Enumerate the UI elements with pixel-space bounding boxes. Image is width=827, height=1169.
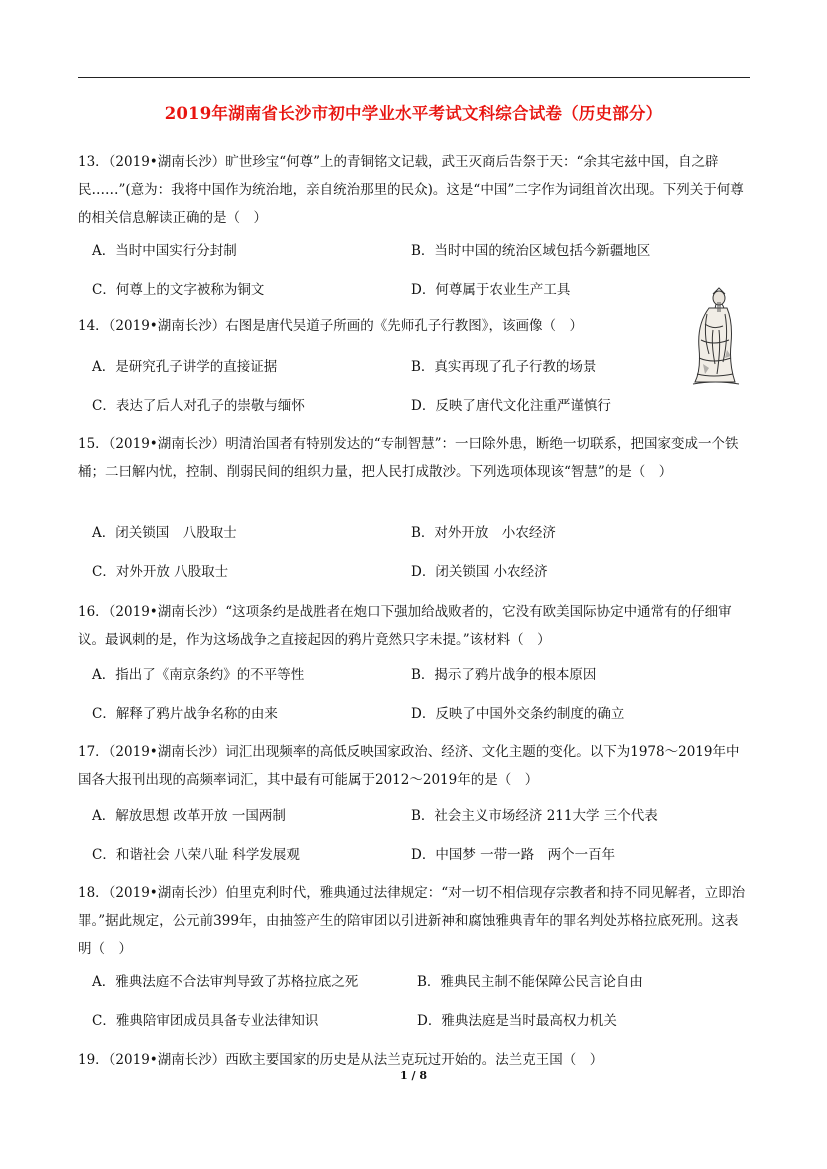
question-17-option-b: B．社会主义市场经济 211大学 三个代表 (411, 808, 658, 824)
question-13-option-b: B．当时中国的统治区域包括今新疆地区 (411, 243, 651, 259)
question-13-option-c: C．何尊上的文字被称为铜文 (92, 282, 265, 298)
question-14-option-b: B．真实再现了孔子行教的场景 (411, 359, 597, 375)
question-15-option-b: B．对外开放 小农经济 (411, 525, 556, 541)
question-15-stem: 15．（2019•湖南长沙）明清治国者有特别发达的“专制智慧”：一曰除外患，断绝一切联系，把国家变成一个铁桶；二曰解内忧，控制、削弱民间的组织力量，把人民打成散沙。下列选项体现该“智慧”的是（ ） (78, 436, 739, 480)
question-16-option-d: D．反映了中国外交条约制度的确立 (411, 706, 625, 722)
page-title: 2019年湖南省长沙市初中学业水平考试文科综合试卷（历史部分） (164, 104, 663, 123)
question-16-option-b: B．揭示了鸦片战争的根本原因 (411, 667, 597, 683)
header-rule (78, 77, 750, 78)
question-17-option-a: A．解放思想 改革开放 一国两制 (92, 808, 286, 824)
question-13-stem: 13．（2019•湖南长沙）旷世珍宝“何尊”上的青铜铭文记载，武王灭商后告祭于天：“余其宅兹中国，自之辟民……”(意为：我将中国作为统治地，亲自统治那里的民众)。这是“中国”二字作为词组首次出现。下列关于何尊的相关信息解读正确的是（ ） (78, 154, 744, 226)
confucius-portrait-image (683, 284, 747, 388)
question-16-option-a: A．指出了《南京条约》的不平等性 (92, 667, 305, 683)
question-16-stem: 16．（2019•湖南长沙）“这项条约是战胜者在炮口下强加给战败者的，它没有欧美国际协定中通常有的仔细审议。最讽刺的是，作为这场战争之直接起因的鸦片竟然只字未提。”该材料（ ） (78, 604, 732, 648)
question-17-stem: 17．（2019•湖南长沙）词汇出现频率的高低反映国家政治、经济、文化主题的变化。以下为1978～2019年中国各大报刊出现的高频率词汇，其中最有可能属于2012～2019年的是（ ） (78, 744, 740, 788)
question-18-option-d: D．雅典法庭是当时最高权力机关 (417, 1013, 617, 1029)
question-17-option-c: C．和谐社会 八荣八耻 科学发展观 (92, 847, 300, 863)
question-18-option-b: B．雅典民主制不能保障公民言论自由 (417, 974, 643, 990)
question-13-option-a: A．当时中国实行分封制 (92, 243, 237, 259)
question-17-option-d: D．中国梦 一带一路 两个一百年 (411, 847, 616, 863)
question-13-option-d: D．何尊属于农业生产工具 (411, 282, 571, 298)
question-14-option-a: A．是研究孔子讲学的直接证据 (92, 359, 278, 375)
question-15-option-c: C．对外开放 八股取士 (92, 564, 229, 580)
question-14-option-c: C．表达了后人对孔子的崇敬与缅怀 (92, 398, 305, 414)
question-18-stem: 18．（2019•湖南长沙）伯里克利时代，雅典通过法律规定：“对一切不相信现存宗教者和持不同见解者，立即治罪。”据此规定，公元前399年，由抽签产生的陪审团以引进新神和腐蚀雅典青年的罪名判处苏格拉底死刑。这表明（ ） (78, 885, 746, 957)
page-number: 1 / 8 (400, 1069, 427, 1082)
question-14-option-d: D．反映了唐代文化注重严谨慎行 (411, 398, 611, 414)
question-16-option-c: C．解释了鸦片战争名称的由来 (92, 706, 278, 722)
question-15-option-a: A．闭关锁国 八股取士 (92, 525, 237, 541)
question-18-option-a: A．雅典法庭不合法审判导致了苏格拉底之死 (92, 974, 359, 990)
question-14-stem: 14．（2019•湖南长沙）右图是唐代吴道子所画的《先师孔子行教图》，该画像（ ） (78, 318, 583, 334)
question-19-stem: 19．（2019•湖南长沙）西欧主要国家的历史是从法兰克玩过开始的。法兰克王国（ ） (78, 1052, 604, 1068)
question-18-option-c: C．雅典陪审团成员具备专业法律知识 (92, 1013, 319, 1029)
question-15-option-d: D．闭关锁国 小农经济 (411, 564, 548, 580)
